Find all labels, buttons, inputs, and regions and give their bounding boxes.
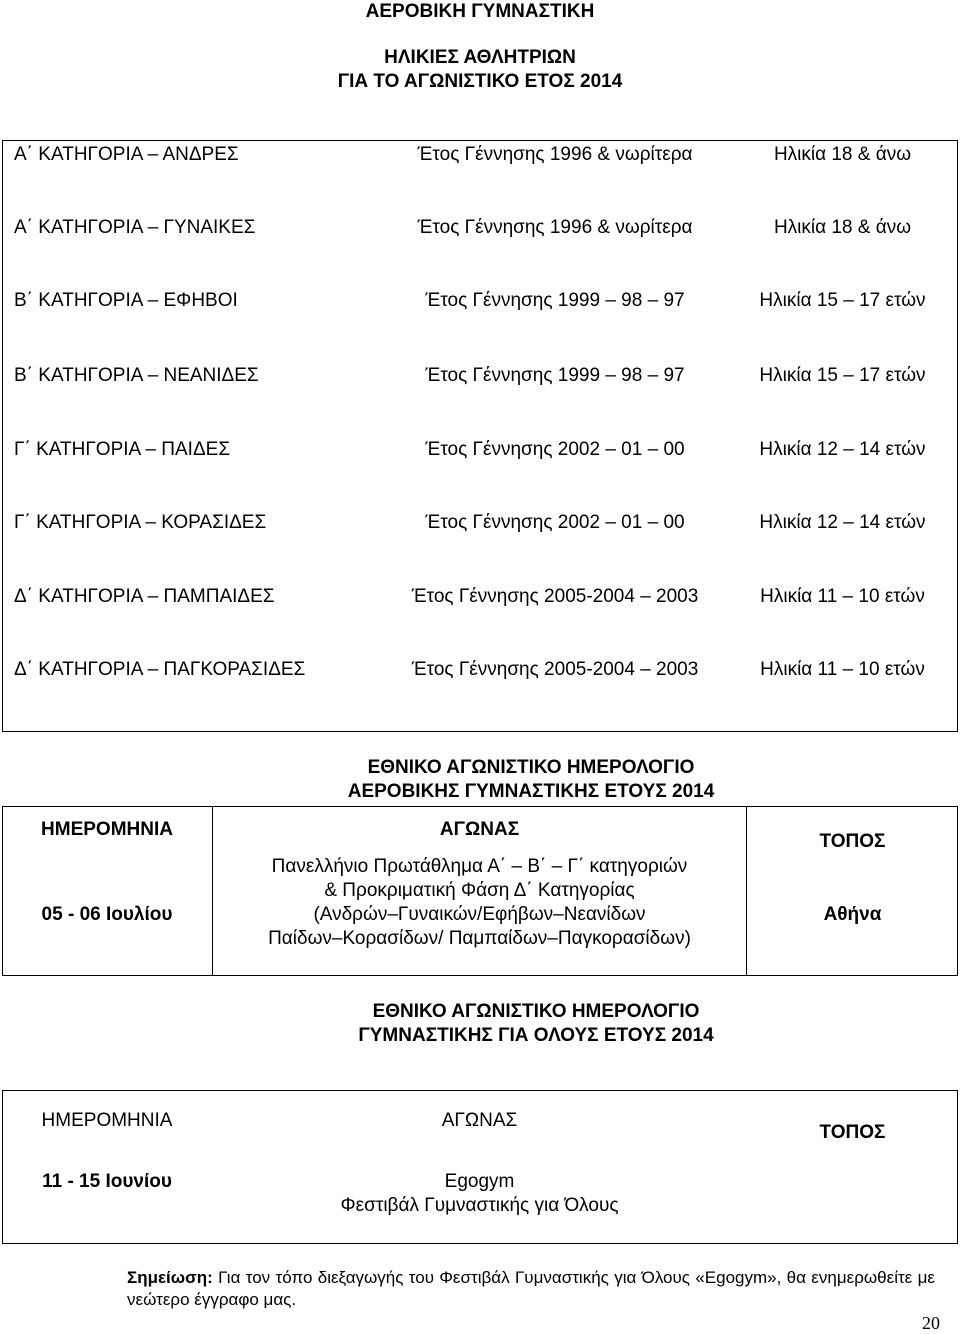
calendar1-head-place: ΤΟΠΟΣ: [819, 831, 886, 852]
age-range: Ηλικία 11 – 10 ετών: [760, 659, 925, 680]
age-range: Ηλικία 12 – 14 ετών: [759, 512, 926, 533]
category-row: [0, 435, 960, 465]
category-name: Α΄ ΚΑΤΗΓΟΡΙΑ – ΓΥΝΑΙΚΕΣ: [14, 217, 256, 238]
category-row: [0, 213, 960, 243]
calendar2-title: ΕΘΝΙΚΟ ΑΓΩΝΙΣΤΙΚΟ ΗΜΕΡΟΛΟΓΙΟ: [372, 1001, 700, 1022]
page-number: 20: [922, 1313, 940, 1333]
note-text: Για τον τόπο διεξαγωγής του Φεστιβάλ Γυμναστικής για Όλους «Egogym», θα ενημερωθείτε με νεώτερο έγγραφο μας.: [127, 1268, 935, 1309]
birth-years: Έτος Γέννησης 2005-2004 – 2003: [411, 586, 699, 607]
calendar1-head-event: ΑΓΩΝΑΣ: [439, 819, 520, 840]
category-row: [0, 582, 960, 612]
age-range: Ηλικία 18 & άνω: [773, 217, 912, 238]
note-label: Σημείωση:: [127, 1268, 213, 1287]
event-line: (Ανδρών–Γυναικών/Εφήβων–Νεανίδων: [313, 904, 646, 925]
calendar2-subtitle: ΓΥΜΝΑΣΤΙΚΗΣ ΓΙΑ ΟΛΟΥΣ ΕΤΟΥΣ 2014: [358, 1025, 714, 1046]
birth-years: Έτος Γέννησης 1996 & νωρίτερα: [417, 144, 693, 165]
category-row: [0, 361, 960, 391]
calendar2-date: 11 - 15 Ιουνίου: [42, 1171, 172, 1192]
birth-years: Έτος Γέννησης 1996 & νωρίτερα: [417, 217, 693, 238]
category-row: [0, 655, 960, 685]
event-line: Παίδων–Κορασίδων/ Παμπαίδων–Παγκορασίδων): [268, 928, 691, 949]
birth-years: Έτος Γέννησης 2002 – 01 – 00: [425, 512, 685, 533]
age-range: Ηλικία 15 – 17 ετών: [759, 365, 926, 386]
document-subtitle-year: ΓΙΑ ΤΟ ΑΓΩΝΙΣΤΙΚΟ ΕΤΟΣ 2014: [337, 71, 623, 92]
event-line: Φεστιβάλ Γυμναστικής για Όλους: [340, 1195, 619, 1216]
age-range: Ηλικία 11 – 10 ετών: [760, 586, 925, 607]
category-row: [0, 286, 960, 316]
document-subtitle: ΗΛΙΚΙΕΣ ΑΘΛΗΤΡΙΩΝ: [384, 47, 576, 68]
calendar1-event: [213, 855, 746, 951]
category-name: Β΄ ΚΑΤΗΓΟΡΙΑ – ΝΕΑΝΙΔΕΣ: [14, 365, 259, 386]
age-range: Ηλικία 15 – 17 ετών: [759, 290, 926, 311]
birth-years: Έτος Γέννησης 1999 – 98 – 97: [425, 365, 685, 386]
age-range: Ηλικία 12 – 14 ετών: [759, 439, 926, 460]
category-name: Δ΄ ΚΑΤΗΓΟΡΙΑ – ΠΑΜΠΑΙΔΕΣ: [14, 586, 275, 607]
calendar1-head-date: ΗΜΕΡΟΜΗΝΙΑ: [41, 819, 173, 840]
calendar2-head-date: ΗΜΕΡΟΜΗΝΙΑ: [41, 1110, 173, 1131]
calendar1-date: 05 - 06 Ιουλίου: [41, 904, 173, 925]
event-line: Egogym: [444, 1171, 515, 1192]
category-name: Α΄ ΚΑΤΗΓΟΡΙΑ – ΑΝΔΡΕΣ: [14, 144, 239, 165]
category-name: Β΄ ΚΑΤΗΓΟΡΙΑ – ΕΦΗΒΟΙ: [14, 290, 238, 311]
birth-years: Έτος Γέννησης 2002 – 01 – 00: [425, 439, 685, 460]
calendar1-place: Αθήνα: [823, 904, 882, 925]
category-name: Γ΄ ΚΑΤΗΓΟΡΙΑ – ΚΟΡΑΣΙΔΕΣ: [14, 512, 267, 533]
calendar2-head-place: ΤΟΠΟΣ: [819, 1122, 886, 1143]
note: [127, 1267, 935, 1311]
category-name: Δ΄ ΚΑΤΗΓΟΡΙΑ – ΠΑΓΚΟΡΑΣΙΔΕΣ: [14, 659, 306, 680]
calendar2-head-event: ΑΓΩΝΑΣ: [441, 1110, 518, 1131]
document-title: ΑΕΡΟΒΙΚΗ ΓΥΜΝΑΣΤΙΚΗ: [365, 1, 595, 22]
calendar1-subtitle: ΑΕΡΟΒΙΚΗΣ ΓΥΜΝΑΣΤΙΚΗΣ ΕΤΟΥΣ 2014: [347, 781, 715, 802]
calendar1-title: ΕΘΝΙΚΟ ΑΓΩΝΙΣΤΙΚΟ ΗΜΕΡΟΛΟΓΙΟ: [367, 757, 695, 778]
birth-years: Έτος Γέννησης 2005-2004 – 2003: [411, 659, 699, 680]
category-row: [0, 508, 960, 538]
event-line: Πανελλήνιο Πρωτάθλημα Α΄ – Β΄ – Γ΄ κατηγοριών: [271, 856, 688, 877]
category-row: [0, 140, 960, 170]
birth-years: Έτος Γέννησης 1999 – 98 – 97: [425, 290, 685, 311]
age-range: Ηλικία 18 & άνω: [773, 144, 912, 165]
calendar2-event: [213, 1170, 746, 1218]
event-line: & Προκριματική Φάση Δ΄ Κατηγορίας: [324, 880, 635, 901]
category-name: Γ΄ ΚΑΤΗΓΟΡΙΑ – ΠΑΙΔΕΣ: [14, 439, 231, 460]
